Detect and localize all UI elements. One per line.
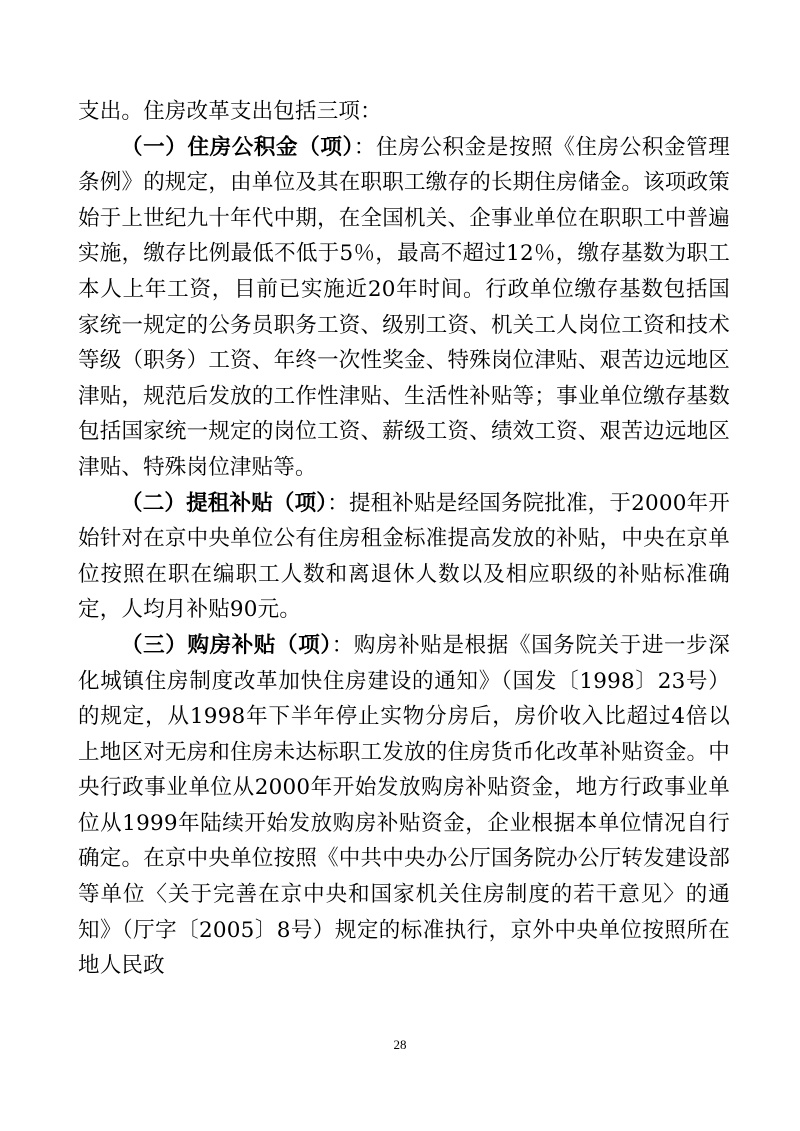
- section-text-purchase-subsidy: ：购房补贴是根据《国务院关于进一步深化城镇住房制度改革加快住房建设的通知》（国发〔1998〕23号）的规定，从1998年下半年停止实物分房后，房价收入比超过4倍以上地区对无房和住房未达标职工发放的住房货币化改革补贴资金。中央行政事业单位从2000年开始发放购房补贴资金，地方行政事业单位从1999年陆续开始发放购房补贴资金，企业根据本单位情况自行确定。在京中央单位按照《中共中央办公厅国务院办公厅转发建设部等单位〈关于完善在京中央和国家机关住房制度的若干意见〉的通知》（厅字〔2005〕8号）规定的标准执行，京外中央单位按照所在地人民政: [78, 632, 730, 979]
- section-purchase-subsidy: [78, 628, 730, 984]
- lead-paragraph: 支出。住房改革支出包括三项：: [78, 99, 382, 124]
- section-heading-rent-subsidy: （二）提租补贴（项）: [121, 490, 328, 516]
- section-housing-fund: [78, 130, 730, 486]
- section-heading-housing-fund: （一）住房公积金（项）: [121, 134, 354, 160]
- page-number: 28: [393, 1037, 407, 1052]
- section-rent-subsidy: [78, 486, 730, 628]
- document-body: [78, 94, 730, 984]
- section-text-rent-subsidy: ：提租补贴是经国务院批准，于2000年开始针对在京中央单位公有住房租金标准提高发放的补贴，中央在京单位按照在职在编职工人数和离退休人数以及相应职级的补贴标准确定，人均月补贴90元。: [78, 490, 730, 623]
- section-text-housing-fund: ：住房公积金是按照《住房公积金管理条例》的规定，由单位及其在职职工缴存的长期住房储金。该项政策始于上世纪九十年代中期，在全国机关、企事业单位在职职工中普遍实施，缴存比例最低不低于5％，最高不超过12％，缴存基数为职工本人上年工资，目前已实施近20年时间。行政单位缴存基数包括国家统一规定的公务员职务工资、级别工资、机关工人岗位工资和技术等级（职务）工资、年终一次性奖金、特殊岗位津贴、艰苦边远地区津贴，规范后发放的工作性津贴、生活性补贴等；事业单位缴存基数包括国家统一规定的岗位工资、薪级工资、绩效工资、艰苦边远地区津贴、特殊岗位津贴等。: [78, 134, 731, 480]
- section-heading-purchase-subsidy: （三）购房补贴（项）: [121, 632, 332, 658]
